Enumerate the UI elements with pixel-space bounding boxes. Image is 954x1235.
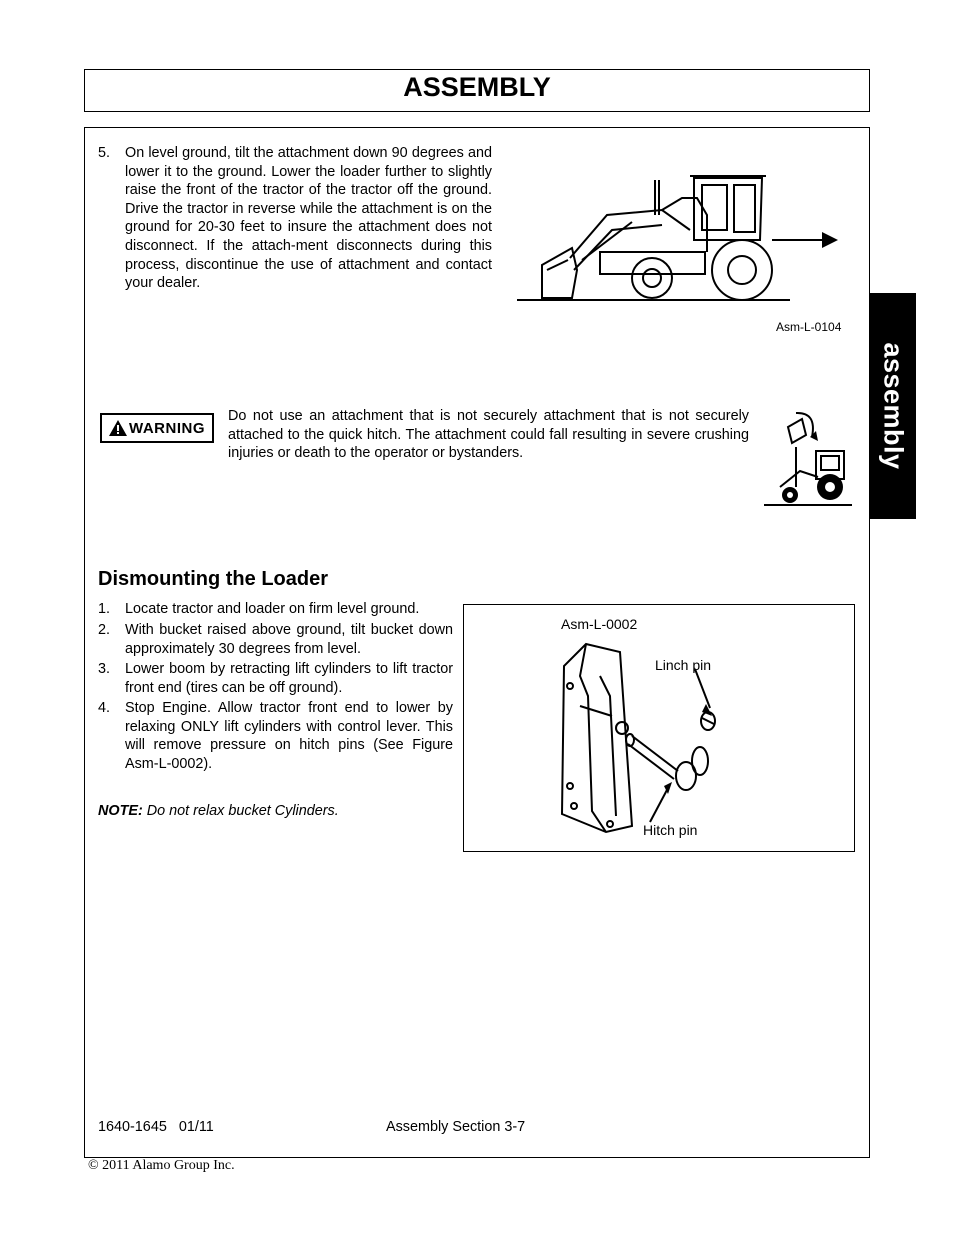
warning-badge — [100, 413, 214, 443]
footer-doc — [98, 1119, 214, 1135]
side-tab-label: assembly — [878, 342, 908, 470]
step-number: 3. — [98, 661, 111, 677]
doc-date: 01/11 — [178, 1119, 214, 1135]
step-number: 2. — [98, 622, 111, 638]
step-text: Locate tractor and loader on firm level ground. — [125, 601, 420, 617]
hitch-bracket-figure — [550, 636, 730, 836]
note-label: NOTE: — [98, 803, 143, 819]
list-item — [98, 699, 453, 773]
note-text: Do not relax bucket Cylinders. — [146, 803, 339, 819]
step-number: 4. — [98, 700, 111, 716]
doc-number: 1640-1645 — [98, 1119, 167, 1135]
hitch-pin-callout: Hitch pin — [643, 822, 698, 838]
figure-label: Asm-L-0002 — [561, 616, 638, 632]
warning-triangle-icon — [109, 420, 127, 436]
tractor-reverse-figure — [512, 170, 847, 305]
footer-section-page: Assembly Section 3-7 — [386, 1119, 526, 1135]
figure-label: Asm-L-0104 — [776, 320, 842, 334]
step-text: Stop Engine. Allow tractor front end to lower by relaxing ONLY lift cylinders with control lever. This will remove pressure on hitch pins (See Figure Asm-L-0002). — [125, 700, 453, 772]
step-number: 5. — [98, 145, 111, 161]
step-number: 1. — [98, 601, 111, 617]
falling-attachment-pictogram — [762, 407, 854, 507]
note — [98, 803, 339, 819]
step-text: With bucket raised above ground, tilt bucket down approximately 30 degrees from level. — [125, 622, 453, 657]
warning-text: Do not use an attachment that is not securely attachment that is not securely attached to the quick hitch. The attachment could fall resulting in severe crushing injuries or death to the operator or bystanders. — [228, 408, 749, 462]
step-5 — [98, 144, 492, 293]
copyright: © 2011 Alamo Group Inc. — [88, 1158, 235, 1173]
step-text: Lower boom by retracting lift cylinders to lift tractor front end (tires can be off ground). — [125, 661, 453, 696]
list-item — [98, 621, 453, 658]
page-title: ASSEMBLY — [403, 72, 551, 102]
section-heading: Dismounting the Loader — [98, 568, 328, 590]
warning-label: WARNING — [129, 419, 205, 437]
list-item — [98, 600, 453, 619]
list-item — [98, 660, 453, 697]
step-text: On level ground, tilt the attachment down 90 degrees and lower it to the ground. Lower the loader further to slightly raise the front of the tractor of the tractor off the ground. Drive the tractor in reverse while the attachment is on the ground for 20-30 feet to insure the attachment does not disconnect. If the attach-ment disconnects during this process, discontinue the use of attachment and contact your dealer. — [125, 145, 492, 292]
linch-pin-callout: Linch pin — [655, 657, 712, 673]
side-tab — [869, 293, 916, 519]
